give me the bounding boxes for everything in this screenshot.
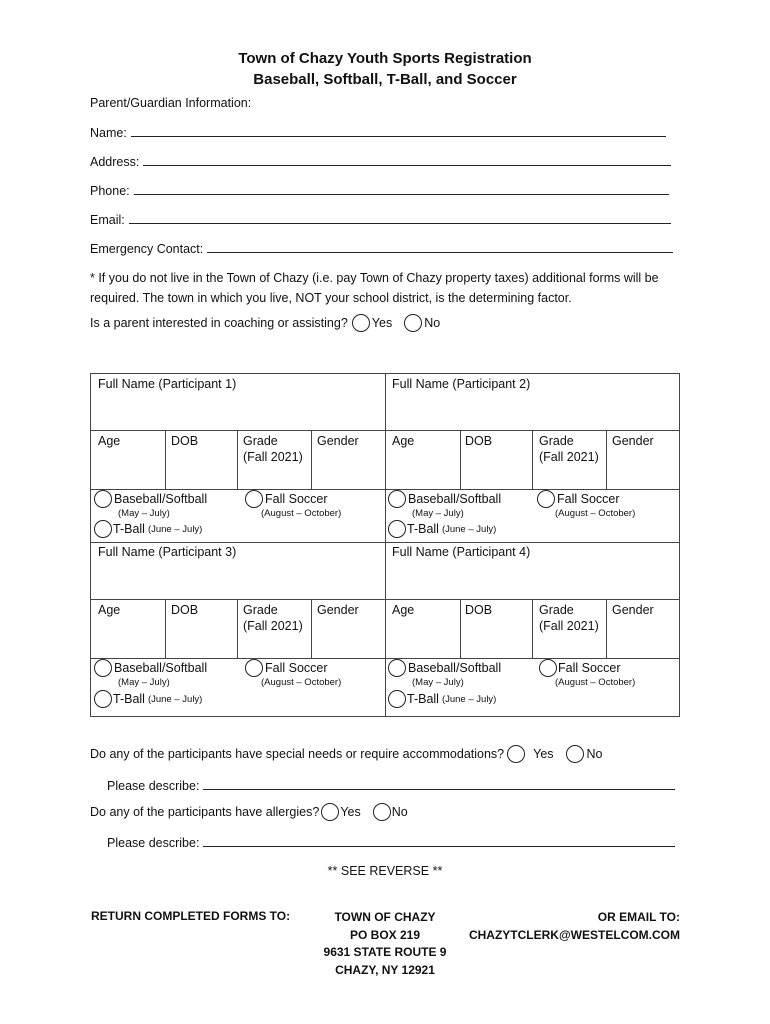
parent-name-row bbox=[90, 124, 666, 140]
p4-baseball-label: Baseball/Softball bbox=[408, 661, 502, 675]
email-label: OR EMAIL TO: bbox=[597, 910, 680, 924]
p3-baseball-label: Baseball/Softball bbox=[114, 661, 208, 675]
allergies-row bbox=[90, 803, 408, 821]
coaching-no-radio[interactable] bbox=[404, 314, 422, 332]
participant-2-name-label: Full Name (Participant 2) bbox=[392, 377, 531, 391]
allergies-describe-row bbox=[107, 834, 675, 850]
allergies-describe-field[interactable] bbox=[203, 834, 675, 847]
email-block bbox=[460, 909, 680, 944]
p3-soccer-radio[interactable] bbox=[245, 659, 263, 677]
p4-tball-label: T-Ball bbox=[407, 692, 439, 706]
coaching-question: Is a parent interested in coaching or assisting? bbox=[90, 316, 348, 330]
p2-soccer-dates: (August – October) bbox=[555, 508, 636, 519]
p3-baseball-dates: (May – July) bbox=[118, 677, 170, 688]
special-needs-describe-label: Please describe: bbox=[107, 779, 200, 793]
participant-2-age-label: Age bbox=[392, 434, 415, 448]
p2-soccer-label: Fall Soccer bbox=[557, 492, 620, 506]
p4-soccer-option[interactable] bbox=[539, 659, 621, 677]
participant-2-dob-label: DOB bbox=[465, 434, 493, 448]
emergency-contact-row bbox=[90, 240, 673, 256]
email-address[interactable]: CHAZYTCLERK@WESTELCOM.COM bbox=[468, 927, 680, 942]
allergies-yes-label: Yes bbox=[340, 805, 361, 819]
coaching-question-row bbox=[90, 314, 440, 332]
p1-baseball-option[interactable] bbox=[94, 490, 207, 508]
p1-soccer-label: Fall Soccer bbox=[265, 492, 328, 506]
p2-soccer-option[interactable] bbox=[537, 490, 620, 508]
special-needs-row bbox=[90, 745, 603, 763]
coaching-yes-radio[interactable] bbox=[352, 314, 370, 332]
parent-phone-label: Phone: bbox=[90, 184, 130, 198]
p1-tball-option[interactable] bbox=[94, 520, 202, 538]
p3-soccer-label: Fall Soccer bbox=[265, 661, 328, 675]
participant-2-gender-label: Gender bbox=[612, 434, 654, 448]
participant-1-grade-sub: (Fall 2021) bbox=[243, 450, 303, 464]
participant-1-gender-label: Gender bbox=[317, 434, 359, 448]
p3-baseball-radio[interactable] bbox=[94, 659, 112, 677]
p1-soccer-radio[interactable] bbox=[245, 490, 263, 508]
p2-baseball-dates: (May – July) bbox=[412, 508, 464, 519]
participant-4-age-label: Age bbox=[392, 603, 415, 617]
participant-3-dob-label: DOB bbox=[171, 603, 199, 617]
special-needs-describe-field[interactable] bbox=[203, 777, 675, 790]
p1-baseball-label: Baseball/Softball bbox=[114, 492, 208, 506]
special-needs-describe-row bbox=[107, 777, 675, 793]
emergency-contact-label: Emergency Contact: bbox=[90, 242, 204, 256]
special-needs-yes-label: Yes bbox=[533, 747, 554, 761]
p1-tball-label: T-Ball bbox=[113, 522, 145, 536]
special-needs-question: Do any of the participants have special needs or require accommodations? bbox=[90, 747, 505, 761]
mailing-address bbox=[285, 909, 485, 979]
parent-name-label: Name: bbox=[90, 126, 127, 140]
coaching-yes-label: Yes bbox=[371, 316, 393, 330]
participant-4-name-label: Full Name (Participant 4) bbox=[392, 545, 531, 559]
p1-tball-radio[interactable] bbox=[94, 520, 112, 538]
form-subtitle: Baseball, Softball, T-Ball, and Soccer bbox=[253, 71, 517, 88]
p3-soccer-option[interactable] bbox=[245, 659, 328, 677]
participant-1-dob-label: DOB bbox=[171, 434, 199, 448]
return-label: RETURN COMPLETED FORMS TO: bbox=[91, 909, 291, 923]
p3-soccer-dates: (August – October) bbox=[261, 677, 342, 688]
participant-3-grade-label: Grade bbox=[243, 603, 278, 617]
parent-address-label: Address: bbox=[90, 155, 140, 169]
participant-4-gender-label: Gender bbox=[612, 603, 654, 617]
address-line: TOWN OF CHAZY bbox=[334, 910, 436, 924]
p4-tball-dates: (June – July) bbox=[441, 693, 497, 705]
p2-baseball-radio[interactable] bbox=[388, 490, 406, 508]
participant-2-grade-label: Grade bbox=[539, 434, 574, 448]
p4-baseball-radio[interactable] bbox=[388, 659, 406, 677]
p1-soccer-option[interactable] bbox=[245, 490, 328, 508]
parent-section-label: Parent/Guardian Information: bbox=[90, 96, 252, 110]
allergies-yes-radio[interactable] bbox=[321, 803, 339, 821]
p4-soccer-radio[interactable] bbox=[539, 659, 557, 677]
p4-soccer-label: Fall Soccer bbox=[558, 661, 621, 675]
participant-1-age-label: Age bbox=[98, 434, 121, 448]
allergies-question: Do any of the participants have allergies? bbox=[90, 805, 320, 819]
address-line: 9631 STATE ROUTE 9 bbox=[323, 945, 447, 959]
special-needs-no-radio[interactable] bbox=[566, 745, 584, 763]
parent-email-row bbox=[90, 211, 671, 227]
parent-address-row bbox=[90, 153, 671, 169]
p1-baseball-dates: (May – July) bbox=[118, 508, 170, 519]
p3-tball-option[interactable] bbox=[94, 690, 202, 708]
p3-tball-dates: (June – July) bbox=[147, 693, 203, 705]
p2-baseball-label: Baseball/Softball bbox=[408, 492, 502, 506]
see-reverse-note: ** SEE REVERSE ** bbox=[327, 864, 443, 878]
p2-tball-label: T-Ball bbox=[407, 522, 439, 536]
special-needs-no-label: No bbox=[586, 747, 603, 761]
p2-tball-option[interactable] bbox=[388, 520, 496, 538]
parent-name-field[interactable] bbox=[131, 124, 666, 137]
participant-3-name-label: Full Name (Participant 3) bbox=[98, 545, 237, 559]
coaching-no-label: No bbox=[424, 316, 441, 330]
p3-tball-radio[interactable] bbox=[94, 690, 112, 708]
parent-email-label: Email: bbox=[90, 213, 125, 227]
parent-phone-field[interactable] bbox=[134, 182, 669, 195]
address-line: PO BOX 219 bbox=[349, 927, 421, 942]
address-line: CHAZY, NY 12921 bbox=[335, 962, 435, 977]
p4-tball-radio[interactable] bbox=[388, 690, 406, 708]
participant-1-grade-label: Grade bbox=[243, 434, 278, 448]
p4-soccer-dates: (August – October) bbox=[555, 677, 636, 688]
residency-note: * If you do not live in the Town of Chazy (i.e. pay Town of Chazy property taxes) additional forms will be required. The town in which you live, NOT your school district, is the determining factor. bbox=[90, 271, 659, 305]
p2-soccer-radio[interactable] bbox=[537, 490, 555, 508]
participant-3-gender-label: Gender bbox=[317, 603, 359, 617]
p2-tball-dates: (June – July) bbox=[441, 523, 497, 535]
allergies-describe-label: Please describe: bbox=[107, 836, 200, 850]
p1-soccer-dates: (August – October) bbox=[261, 508, 342, 519]
parent-address-field[interactable] bbox=[143, 153, 671, 166]
participant-3-age-label: Age bbox=[98, 603, 121, 617]
participant-4-grade-label: Grade bbox=[539, 603, 574, 617]
form-title: Town of Chazy Youth Sports Registration bbox=[238, 50, 532, 67]
participant-3-grade-sub: (Fall 2021) bbox=[243, 619, 303, 633]
participant-4-dob-label: DOB bbox=[465, 603, 493, 617]
participant-1-name-label: Full Name (Participant 1) bbox=[98, 377, 237, 391]
p4-baseball-dates: (May – July) bbox=[412, 677, 464, 688]
allergies-no-radio[interactable] bbox=[373, 803, 391, 821]
special-needs-yes-radio[interactable] bbox=[507, 745, 525, 763]
parent-phone-row bbox=[90, 182, 669, 198]
p1-baseball-radio[interactable] bbox=[94, 490, 112, 508]
p2-tball-radio[interactable] bbox=[388, 520, 406, 538]
p4-baseball-option[interactable] bbox=[388, 659, 501, 677]
p3-tball-label: T-Ball bbox=[113, 692, 145, 706]
allergies-no-label: No bbox=[391, 805, 408, 819]
participant-4-grade-sub: (Fall 2021) bbox=[539, 619, 599, 633]
p3-baseball-option[interactable] bbox=[94, 659, 207, 677]
emergency-contact-field[interactable] bbox=[207, 240, 673, 253]
p2-baseball-option[interactable] bbox=[388, 490, 501, 508]
parent-email-field[interactable] bbox=[129, 211, 671, 224]
participant-2-grade-sub: (Fall 2021) bbox=[539, 450, 599, 464]
p4-tball-option[interactable] bbox=[388, 690, 496, 708]
participants-table bbox=[90, 373, 680, 717]
p1-tball-dates: (June – July) bbox=[147, 523, 203, 535]
